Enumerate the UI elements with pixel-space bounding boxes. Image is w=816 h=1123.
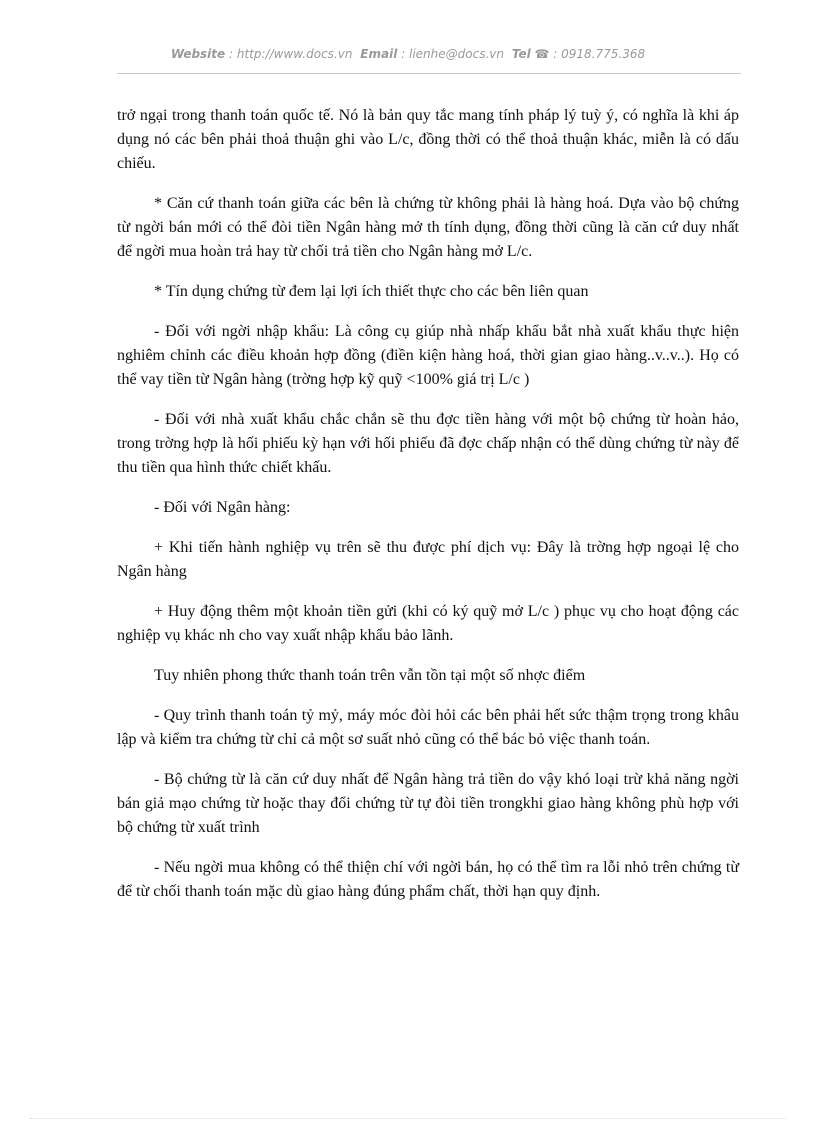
email-value: : lienhe@docs.vn [401,47,504,61]
document-body [117,104,739,920]
paragraph: - Bộ chứng từ là căn cứ duy nhất để Ngân hàng trả tiền do vậy khó loại trừ khả năng ngời bán giả mạo chứng từ hoặc thay đổi chứng từ tự đòi tiền trongkhi giao hàng không phù hợp với bộ chứng từ xuất trình [117,771,739,836]
paragraph: + Khi tiến hành nghiệp vụ trên sẽ thu được phí dịch vụ: Đây là trờng hợp ngoại lệ cho Ngân hàng [117,539,739,580]
tel-label: Tel [511,47,531,61]
page-header [0,47,816,61]
paragraph: + Huy động thêm một khoản tiền gửi (khi có ký quỹ mở L/c ) phục vụ cho hoạt động các nghiệp vụ khác nh cho vay xuất nhập khẩu bảo lãnh. [117,603,739,644]
paragraph: * Căn cứ thanh toán giữa các bên là chứng từ không phải là hàng hoá. Dựa vào bộ chứng từ ngời bán mới có thể đòi tiền Ngân hàng mở th tính dụng, đồng thời cũng là căn cứ duy nhất để ngời mua hoàn trả hay từ chối trả tiền cho Ngân hàng mở L/c. [117,195,739,260]
paragraph: - Đối với nhà xuất khẩu chắc chắn sẽ thu đợc tiền hàng với một bộ chứng từ hoàn hảo, trong trờng hợp là hối phiếu kỳ hạn với hối phiếu đã đợc chấp nhận có thể dùng chứng từ này để thu tiền qua hình thức chiết khấu. [117,411,739,476]
paragraph: Tuy nhiên phong thức thanh toán trên vẫn tồn tại một số nhợc điểm [154,667,586,684]
website-value: : http://www.docs.vn [229,47,353,61]
paragraph: * Tín dụng chứng từ đem lại lợi ích thiết thực cho các bên liên quan [154,283,589,300]
email-label: Email [360,47,398,61]
paragraph: - Đối với ngời nhập khẩu: Là công cụ giúp nhà nhấp khẩu bắt nhà xuất khẩu thực hiện nghiêm chỉnh các điều khoản hợp đồng (điền kiện hàng hoá, thời gian giao hàng..v..v..). Họ có thể vay tiền từ Ngân hàng (trờng hợp kỹ quỹ <100% giá trị L/c ) [117,323,739,388]
website-label: Website [170,47,226,61]
footer-divider [30,1118,786,1119]
tel-value: ☎ : 0918.775.368 [534,47,646,61]
paragraph: trở ngại trong thanh toán quốc tế. Nó là bản quy tắc mang tính pháp lý tuỳ ý, có nghĩa là khi áp dụng nó các bên phải thoả thuận ghi vào L/c, đồng thời có thể thoả thuận khác, miễn là có dấu chiếu. [117,107,739,172]
paragraph: - Nếu ngời mua không có thể thiện chí với ngời bán, họ có thể tìm ra lỗi nhỏ trên chứng từ để từ chối thanh toán mặc dù giao hàng đúng phẩm chất, thời hạn quy định. [117,859,739,900]
paragraph: - Quy trình thanh toán tỷ mỷ, máy móc đòi hỏi các bên phải hết sức thậm trọng trong khâu lập và kiểm tra chứng từ chỉ cả một sơ suất nhỏ cũng có thể bác bỏ việc thanh toán. [117,707,739,748]
paragraph: - Đối với Ngân hàng: [154,499,291,516]
header-divider [117,73,741,74]
